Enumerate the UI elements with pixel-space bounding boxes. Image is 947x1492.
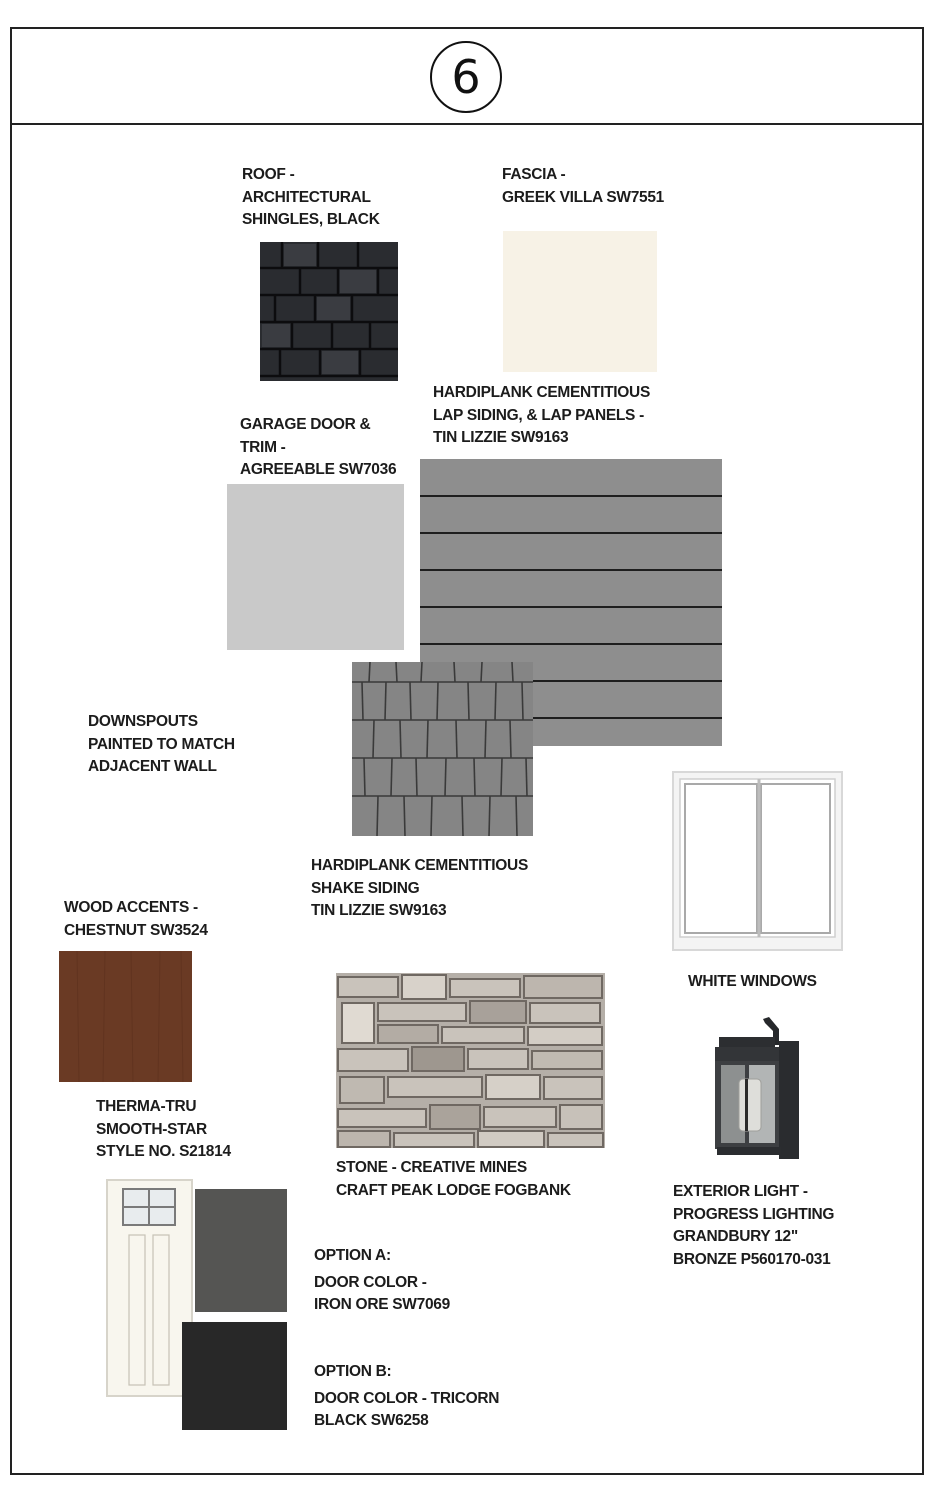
wood-accents-label: WOOD ACCENTS - CHESTNUT SW3524 xyxy=(64,899,208,939)
lantern-icon xyxy=(713,1015,803,1160)
exterior-light-image xyxy=(713,1015,803,1160)
door-icon xyxy=(106,1179,193,1397)
garage-door-swatch xyxy=(227,484,404,650)
hardiplank-lap-label: HARDIPLANK CEMENTITIOUS LAP SIDING, & LAP PANELS - TIN LIZZIE SW9163 xyxy=(433,384,650,446)
window-icon xyxy=(672,771,843,951)
tricorn-black-swatch xyxy=(182,1322,287,1430)
window-swatch xyxy=(672,771,843,951)
white-windows-label: WHITE WINDOWS xyxy=(688,973,817,990)
option-a-label: OPTION A: DOOR COLOR - IRON ORE SW7069 xyxy=(314,1247,450,1313)
therma-tru-label: THERMA-TRU SMOOTH-STAR STYLE NO. S21814 xyxy=(96,1098,231,1160)
hardiplank-shake-label: HARDIPLANK CEMENTITIOUS SHAKE SIDING TIN LIZZIE SW9163 xyxy=(311,857,528,919)
stone-label: STONE - CREATIVE MINES CRAFT PEAK LODGE FOGBANK xyxy=(336,1159,571,1199)
stone-swatch xyxy=(336,973,605,1148)
sheet-number: 6 xyxy=(430,41,502,113)
shake-siding-swatch xyxy=(352,662,533,836)
fascia-swatch xyxy=(503,231,657,372)
sheet-header xyxy=(12,29,922,125)
option-b-label: OPTION B: DOOR COLOR - TRICORN BLACK SW6258 xyxy=(314,1363,500,1429)
garage-door-label: GARAGE DOOR & TRIM - AGREEABLE SW7036 xyxy=(240,416,397,478)
chestnut-wood-swatch xyxy=(59,951,192,1082)
iron-ore-swatch xyxy=(195,1189,287,1312)
roof-shingle-swatch xyxy=(260,242,398,381)
entry-door-image xyxy=(106,1179,193,1397)
roof-label: ROOF - ARCHITECTURAL SHINGLES, BLACK xyxy=(242,166,380,228)
downspouts-label: DOWNSPOUTS PAINTED TO MATCH ADJACENT WALL xyxy=(88,713,235,775)
fascia-label: FASCIA - GREEK VILLA SW7551 xyxy=(502,166,664,206)
exterior-light-label: EXTERIOR LIGHT - PROGRESS LIGHTING GRANDBURY 12" BRONZE P560170-031 xyxy=(673,1183,835,1268)
